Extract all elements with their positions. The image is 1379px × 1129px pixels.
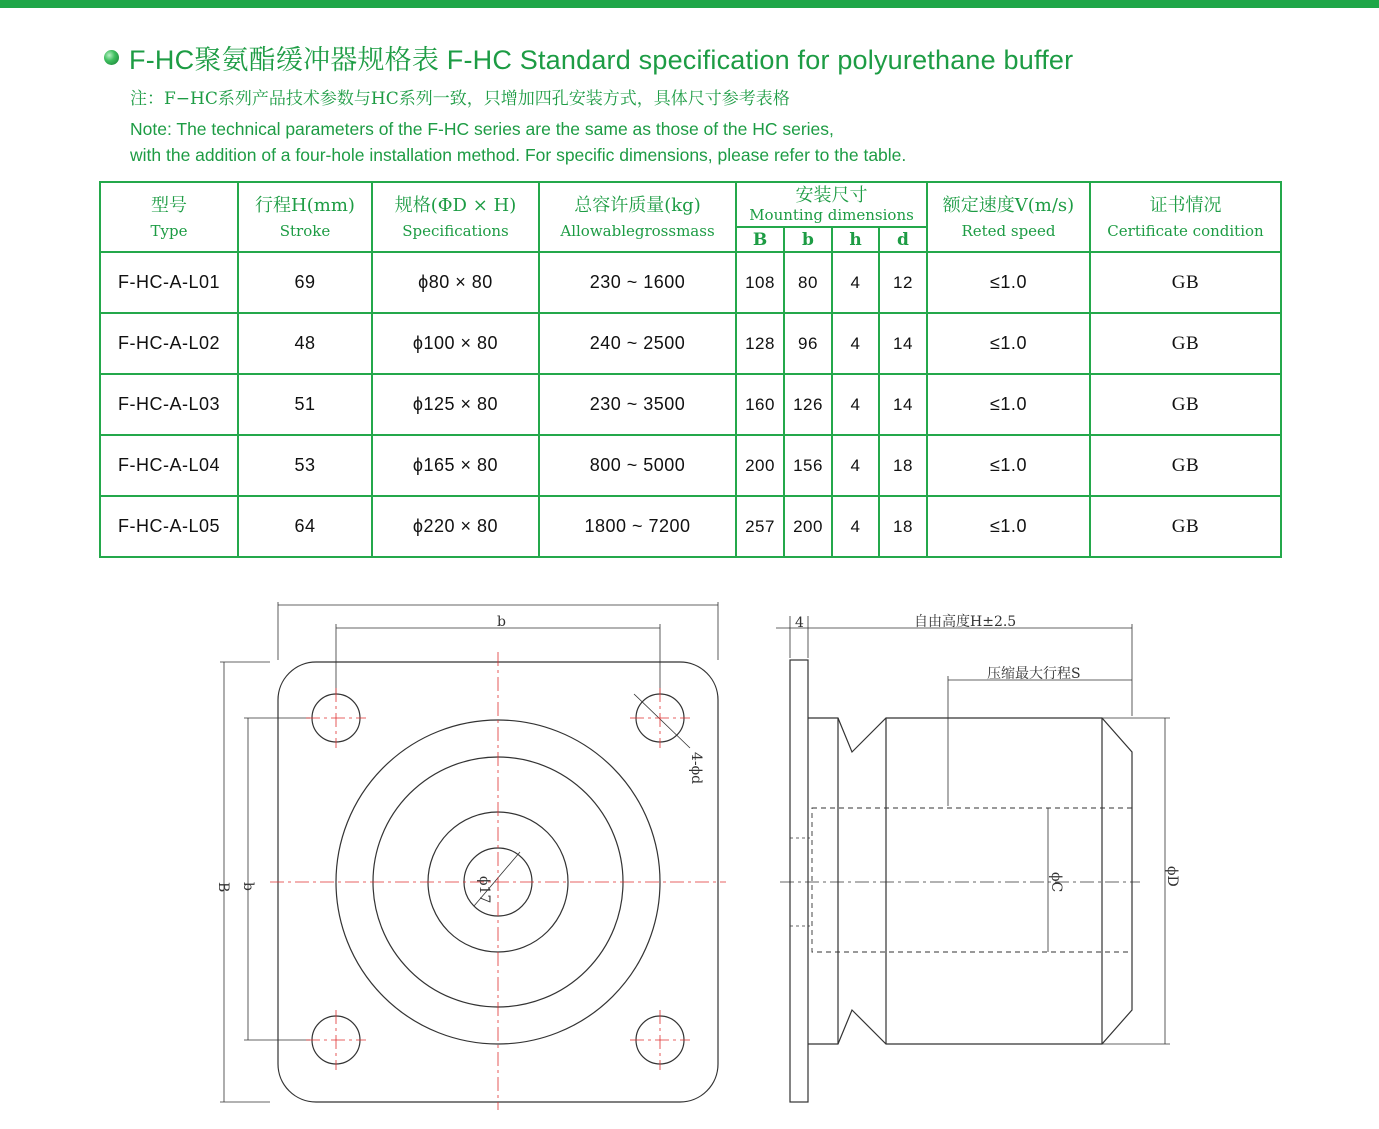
label-free-height: 自由高度H±2.5 <box>914 614 1017 630</box>
header-stroke-cn: 行程H(mm) <box>255 194 355 216</box>
spec-table <box>99 181 1282 558</box>
cell-cert: GB <box>1090 435 1281 496</box>
cell-speed: ≤1.0 <box>927 313 1090 374</box>
cell-stroke: 48 <box>238 313 372 374</box>
header-speed-cn: 额定速度V(m/s) <box>942 194 1075 216</box>
cell-cert: GB <box>1090 496 1281 557</box>
cell-spec: ϕ125 × 80 <box>372 374 539 435</box>
cell-mass: 230 ~ 3500 <box>539 374 736 435</box>
label-b-top: b <box>497 614 506 630</box>
cell-type: F-HC-A-L04 <box>100 435 238 496</box>
header-stroke-en: Stroke <box>279 221 331 240</box>
header-type-en: Type <box>150 221 188 240</box>
header-cert <box>1090 182 1281 252</box>
cell-mass: 1800 ~ 7200 <box>539 496 736 557</box>
label-bore: ϕ17 <box>476 876 492 904</box>
note-english <box>130 116 906 168</box>
cell-mount-d: 14 <box>879 374 927 435</box>
cell-mount-d: 18 <box>879 435 927 496</box>
side-inner-bore <box>812 808 1132 952</box>
cell-mass: 230 ~ 1600 <box>539 252 736 313</box>
cell-cert: GB <box>1090 313 1281 374</box>
header-mass-cn: 总容许质量(kg) <box>574 194 701 216</box>
note-english-line-1: Note: The technical parameters of the F-HC series are the same as those of the HC series, <box>130 119 834 139</box>
cell-mount-h: 4 <box>832 374 879 435</box>
label-holes: 4-ϕd <box>688 752 704 785</box>
table-row <box>100 313 1281 374</box>
header-mount-d: d <box>879 227 927 252</box>
spec-table-wrapper <box>99 181 1280 558</box>
header-mount-B: B <box>736 227 784 252</box>
cell-cert: GB <box>1090 374 1281 435</box>
cell-mount-B: 257 <box>736 496 784 557</box>
cell-speed: ≤1.0 <box>927 496 1090 557</box>
cell-mass: 240 ~ 2500 <box>539 313 736 374</box>
cell-mount-B: 200 <box>736 435 784 496</box>
header-stroke <box>238 182 372 252</box>
cell-mount-B: 160 <box>736 374 784 435</box>
label-b-left: b <box>240 882 256 891</box>
cell-type: F-HC-A-L03 <box>100 374 238 435</box>
bullet-icon <box>104 50 119 65</box>
header-spec-en: Specifications <box>402 221 509 240</box>
cell-stroke: 69 <box>238 252 372 313</box>
header-cert-cn: 证书情况 <box>1149 194 1222 216</box>
label-C: ϕC <box>1048 872 1064 893</box>
label-B-left: B <box>215 882 231 893</box>
cell-mount-h: 4 <box>832 435 879 496</box>
note-english-line-2: with the addition of a four-hole installation method. For specific dimensions, please refer to the table. <box>130 145 907 165</box>
cell-spec: ϕ100 × 80 <box>372 313 539 374</box>
cell-speed: ≤1.0 <box>927 374 1090 435</box>
title-row <box>104 40 1073 74</box>
header-mount <box>736 182 927 227</box>
header-spec-cn: 规格(ΦD × H) <box>394 194 517 216</box>
technical-drawing <box>0 590 1379 1125</box>
cell-cert: GB <box>1090 252 1281 313</box>
top-accent-bar <box>0 0 1379 8</box>
label-plate-h: 4 <box>795 615 804 631</box>
cell-speed: ≤1.0 <box>927 252 1090 313</box>
front-labels <box>215 614 704 903</box>
cell-mount-b: 156 <box>784 435 832 496</box>
table-row <box>100 252 1281 313</box>
side-flange <box>790 660 808 1102</box>
cell-mount-b: 126 <box>784 374 832 435</box>
cell-stroke: 64 <box>238 496 372 557</box>
front-view <box>220 602 718 1102</box>
table-row <box>100 374 1281 435</box>
cell-spec: ϕ165 × 80 <box>372 435 539 496</box>
header-row-1 <box>100 182 1281 227</box>
cell-mount-B: 128 <box>736 313 784 374</box>
page-title: F-HC聚氨酯缓冲器规格表 F-HC Standard specification for polyurethane buffer <box>129 44 1074 75</box>
header-speed <box>927 182 1090 252</box>
front-centerlines <box>270 652 726 1110</box>
cell-speed: ≤1.0 <box>927 435 1090 496</box>
side-body-outline <box>808 718 1132 1044</box>
cell-mount-b: 200 <box>784 496 832 557</box>
header-mount-cn: 安装尺寸 <box>795 184 868 206</box>
header-mass <box>539 182 736 252</box>
cell-mount-b: 96 <box>784 313 832 374</box>
cell-spec: ϕ80 × 80 <box>372 252 539 313</box>
cell-mount-h: 4 <box>832 496 879 557</box>
header-mass-en: Allowablegrossmass <box>560 221 715 240</box>
table-row <box>100 496 1281 557</box>
header-speed-en: Reted speed <box>961 221 1056 240</box>
header-type <box>100 182 238 252</box>
header-mount-en: Mounting dimensions <box>749 205 914 224</box>
cell-mount-b: 80 <box>784 252 832 313</box>
side-view <box>776 616 1170 1102</box>
cell-mount-B: 108 <box>736 252 784 313</box>
cell-mount-h: 4 <box>832 313 879 374</box>
cell-type: F-HC-A-L02 <box>100 313 238 374</box>
header-spec <box>372 182 539 252</box>
header-mount-h: h <box>832 227 879 252</box>
cell-mount-d: 12 <box>879 252 927 313</box>
cell-stroke: 51 <box>238 374 372 435</box>
cell-stroke: 53 <box>238 435 372 496</box>
header-mount-b: b <box>784 227 832 252</box>
cell-mount-h: 4 <box>832 252 879 313</box>
side-labels <box>795 613 1180 892</box>
label-max-stroke: 压缩最大行程S <box>987 666 1081 682</box>
header-cert-en: Certificate condition <box>1107 221 1264 240</box>
label-D: ϕD <box>1164 866 1180 887</box>
cell-type: F-HC-A-L01 <box>100 252 238 313</box>
cell-spec: ϕ220 × 80 <box>372 496 539 557</box>
cell-mount-d: 14 <box>879 313 927 374</box>
cell-type: F-HC-A-L05 <box>100 496 238 557</box>
table-row <box>100 435 1281 496</box>
cell-mount-d: 18 <box>879 496 927 557</box>
cell-mass: 800 ~ 5000 <box>539 435 736 496</box>
note-chinese: 注：F−HC系列产品技术参数与HC系列一致，只增加四孔安装方式，具体尺寸参考表格 <box>130 89 790 109</box>
header-type-cn: 型号 <box>151 194 187 216</box>
